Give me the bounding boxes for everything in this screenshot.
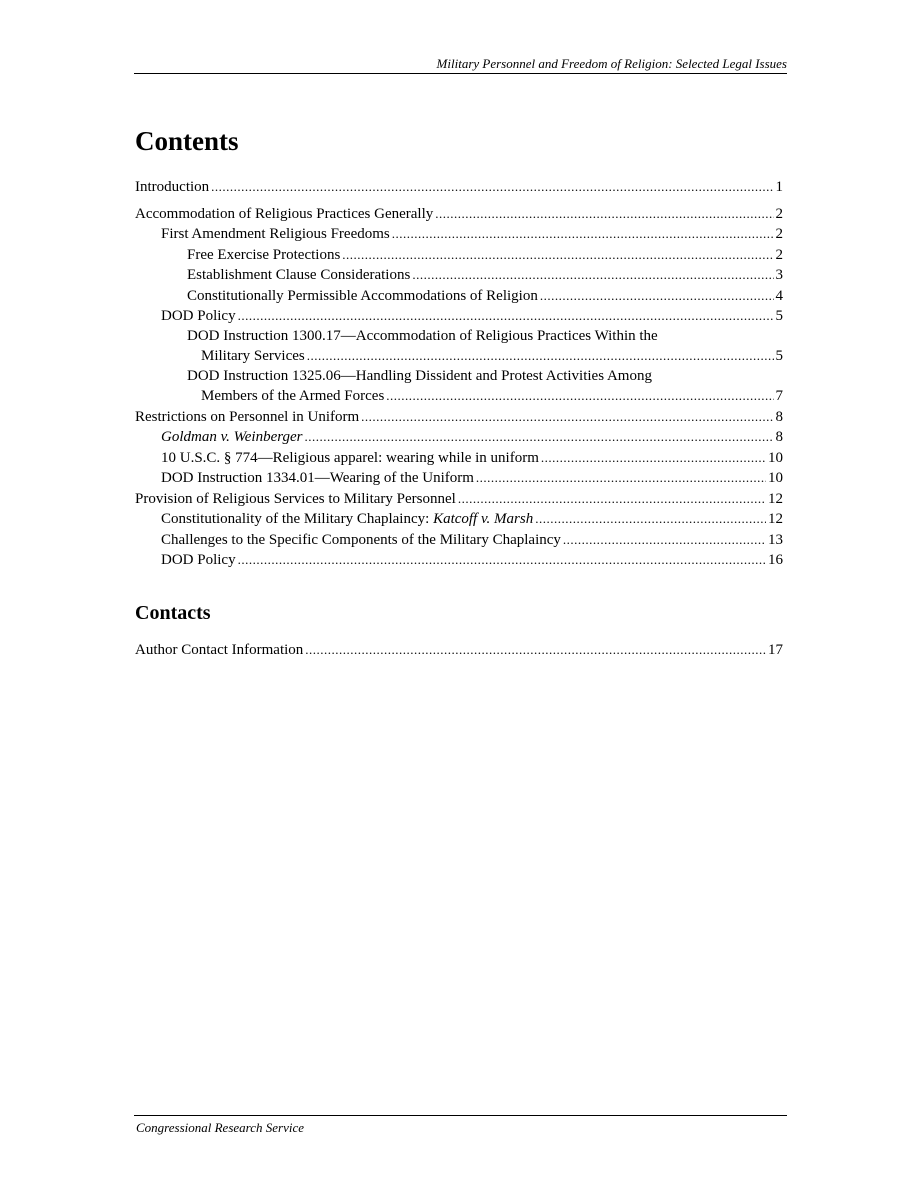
- toc-entry-label: Author Contact Information: [135, 642, 304, 658]
- toc-entry-author-contact[interactable]: [135, 640, 783, 661]
- contacts-title: Contacts: [135, 602, 211, 624]
- toc-dot-leader: [307, 346, 774, 366]
- toc-dot-leader: [535, 509, 766, 529]
- toc-entry-page: 12: [768, 511, 783, 527]
- toc-entry-page: 8: [775, 429, 783, 445]
- toc-entry-first-amendment[interactable]: [135, 224, 783, 245]
- toc-entry-page: 12: [768, 490, 783, 507]
- toc-entry-goldman[interactable]: [135, 427, 783, 448]
- toc-entry-label: Accommodation of Religious Practices Generally: [135, 205, 434, 222]
- toc-entry-page: 10: [768, 449, 783, 466]
- contacts-list: [135, 640, 783, 661]
- toc-entry-label: Free Exercise Protections: [187, 246, 341, 263]
- toc-dot-leader: [386, 386, 773, 406]
- toc-entry-page: 7: [775, 388, 783, 404]
- toc-dot-leader: [238, 550, 766, 570]
- toc-entry-label: Restrictions on Personnel in Uniform: [135, 408, 360, 425]
- toc-entry-label: Establishment Clause Considerations: [187, 267, 411, 283]
- toc-entry-label: Challenges to the Specific Components of the Military Chaplaincy: [161, 531, 561, 548]
- toc-entry-dod-policy-2[interactable]: [135, 550, 783, 571]
- toc-entry-label: Provision of Religious Services to Military Personnel: [135, 490, 456, 507]
- toc-entry-accommodation[interactable]: [135, 204, 783, 225]
- toc-entry-page: 2: [775, 205, 783, 222]
- header-rule: [134, 73, 787, 74]
- toc-entry-label: First Amendment Religious Freedoms: [161, 226, 390, 242]
- toc-entry-label: [161, 510, 533, 530]
- toc-dot-leader: [211, 177, 773, 197]
- toc-entry-label-line2: Members of the Armed Forces: [201, 388, 385, 404]
- toc-entry-label: 10 U.S.C. § 774—Religious apparel: wearing while in uniform: [161, 449, 539, 466]
- toc-entry-page: 8: [775, 408, 783, 425]
- toc-entry-dodi-1300-17[interactable]: [135, 327, 783, 367]
- toc-entry-permissible-accommodations[interactable]: [135, 286, 783, 307]
- toc-dot-leader: [305, 427, 774, 447]
- toc-entry-label: DOD Policy: [161, 308, 236, 324]
- toc-entry-page: 10: [768, 470, 783, 486]
- toc-entry-label: DOD Instruction 1334.01—Wearing of the Uniform: [161, 470, 474, 486]
- toc-entry-page: 5: [775, 348, 783, 364]
- toc-dot-leader: [563, 530, 766, 550]
- toc-entry-label: Introduction: [135, 179, 210, 195]
- toc-entry-page: 4: [775, 287, 783, 304]
- toc-entry-restrictions-uniform[interactable]: [135, 407, 783, 428]
- toc-entry-dod-policy[interactable]: [135, 306, 783, 327]
- toc-dot-leader: [476, 468, 766, 488]
- toc-entry-page: 16: [768, 552, 783, 568]
- toc-dot-leader: [238, 306, 774, 326]
- toc-dot-leader: [541, 448, 766, 468]
- toc-entry-label-line2: Military Services: [201, 348, 305, 364]
- toc-entry-label-italic: Katcoff v. Marsh: [433, 511, 534, 527]
- toc-entry-page: 5: [775, 308, 783, 324]
- toc-entry-dodi-1334-01[interactable]: [135, 468, 783, 489]
- toc-entry-label: Goldman v. Weinberger: [161, 429, 303, 445]
- toc-entry-page: 3: [775, 267, 783, 283]
- running-header: Military Personnel and Freedom of Religion: Selected Legal Issues: [436, 56, 787, 71]
- toc-entry-page: 17: [768, 642, 783, 658]
- table-of-contents: [135, 177, 783, 571]
- toc-dot-leader: [540, 286, 774, 306]
- toc-dot-leader: [342, 245, 773, 265]
- toc-dot-leader: [361, 407, 773, 427]
- toc-entry-chaplaincy-constitutionality[interactable]: [135, 509, 783, 530]
- toc-entry-label-roman: Constitutionality of the Military Chaplaincy:: [161, 511, 434, 527]
- toc-entry-introduction[interactable]: [135, 177, 783, 198]
- toc-entry-page: 1: [775, 179, 783, 195]
- toc-entry-religious-services[interactable]: [135, 489, 783, 510]
- footer-rule: [134, 1115, 787, 1116]
- toc-dot-leader: [435, 204, 773, 224]
- toc-dot-leader: [305, 640, 766, 660]
- toc-entry-page: 2: [775, 226, 783, 242]
- toc-entry-establishment-clause[interactable]: [135, 265, 783, 286]
- toc-entry-label: DOD Policy: [161, 552, 236, 568]
- toc-entry-label-line1: DOD Instruction 1325.06—Handling Dissident and Protest Activities Among: [187, 367, 652, 384]
- toc-dot-leader: [458, 489, 766, 509]
- toc-entry-free-exercise[interactable]: [135, 245, 783, 266]
- toc-entry-chaplaincy-challenges[interactable]: [135, 530, 783, 551]
- toc-dot-leader: [392, 224, 774, 244]
- running-footer: Congressional Research Service: [136, 1120, 304, 1135]
- toc-entry-usc-774[interactable]: [135, 448, 783, 469]
- toc-dot-leader: [412, 265, 773, 285]
- contents-title: Contents: [135, 126, 239, 156]
- toc-entry-label: Constitutionally Permissible Accommodations of Religion: [187, 287, 538, 304]
- toc-entry-dodi-1325-06[interactable]: [135, 367, 783, 407]
- toc-entry-page: 2: [775, 246, 783, 263]
- toc-entry-page: 13: [768, 531, 783, 548]
- toc-entry-label-line1: DOD Instruction 1300.17—Accommodation of Religious Practices Within the: [187, 327, 658, 344]
